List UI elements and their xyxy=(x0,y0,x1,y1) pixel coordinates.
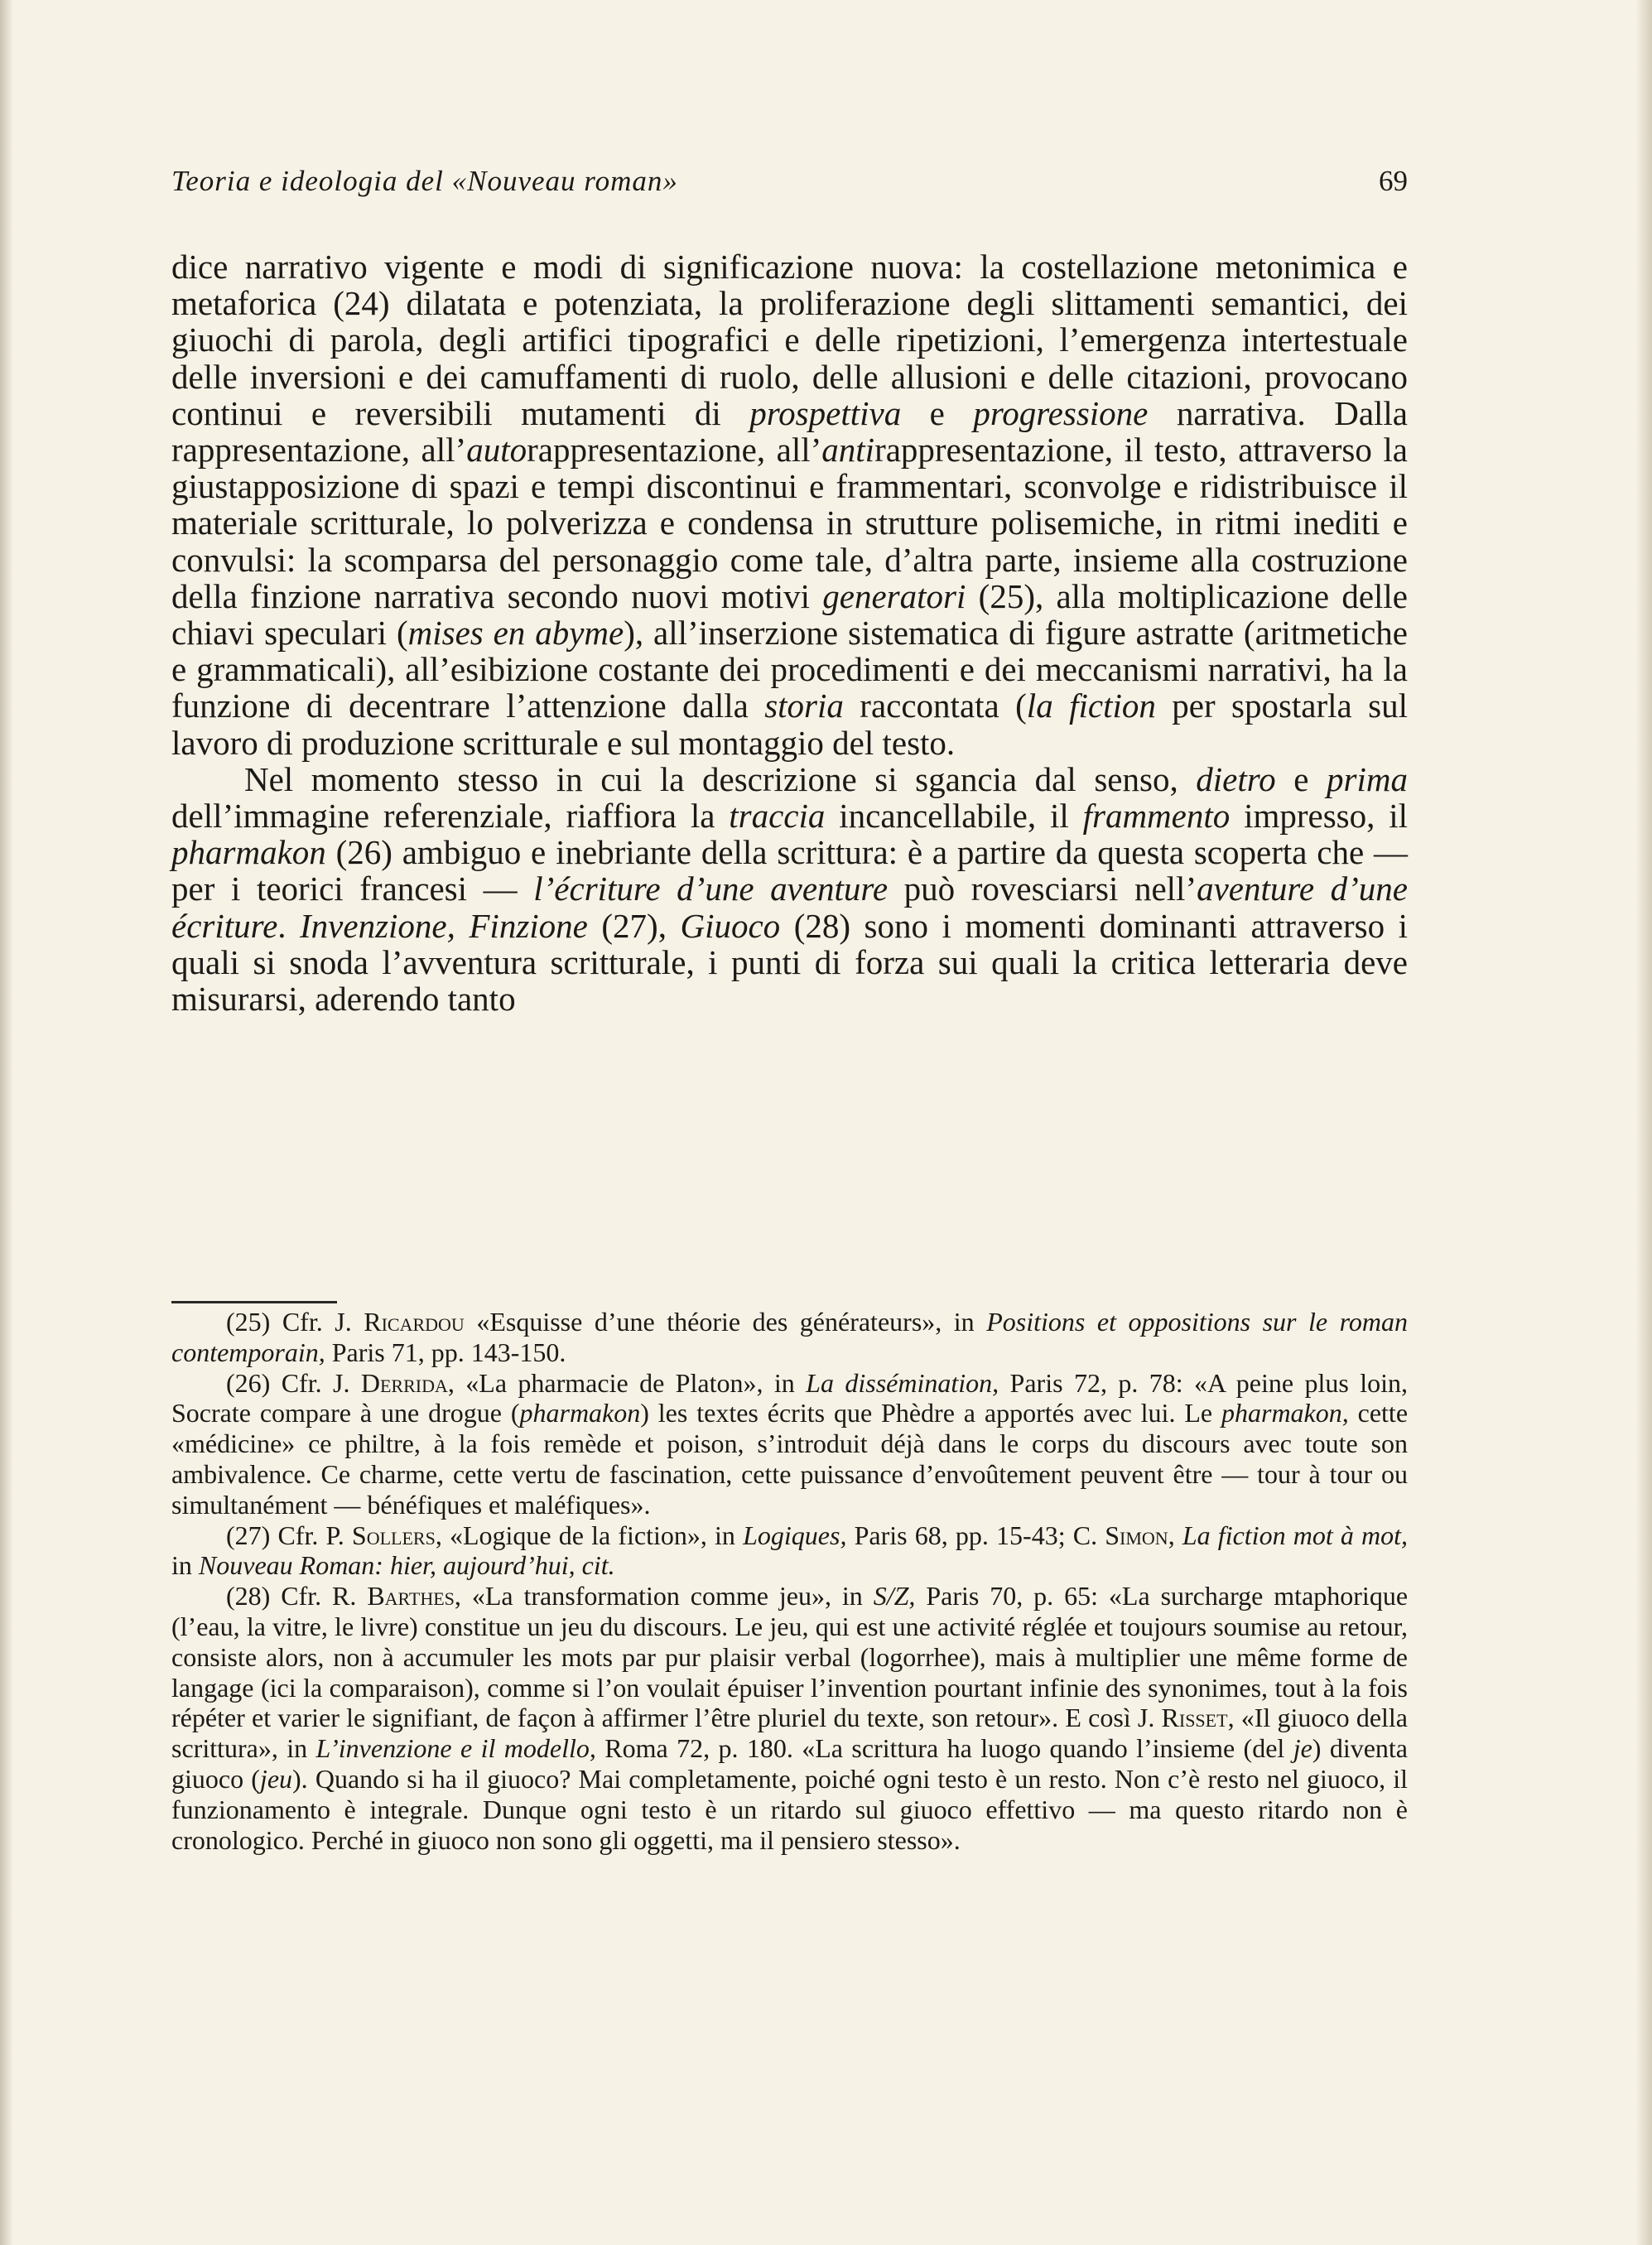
italic-run: La fiction mot à mot, xyxy=(1182,1520,1409,1550)
italic-run: prospettiva xyxy=(749,393,902,432)
italic-run: Positions et oppositions sur le roman contemporain, xyxy=(171,1307,1409,1367)
author-name: Ricardou xyxy=(364,1307,465,1337)
italic-run: progressione xyxy=(973,393,1149,432)
text-run: (26) ambiguo e inebriante della scrittura: è a partire da questa scoperta che — per i teorici francesi — xyxy=(171,833,1408,908)
author-name: Sollers xyxy=(351,1520,436,1550)
italic-run: prima xyxy=(1327,759,1408,798)
text-run: (28) Cfr. R. xyxy=(226,1581,368,1611)
italic-run: Giuoco xyxy=(680,906,781,945)
text-run: Nel momento stesso in cui la descrizione si sgancia dal senso, xyxy=(244,759,1197,798)
italic-run: mises en abyme xyxy=(407,614,624,653)
text-run: per spostarla sul lavoro di produzione scritturale e sul montaggio del testo. xyxy=(171,687,1408,762)
text-run: Paris 71, pp. 143-150. xyxy=(325,1337,566,1367)
text-run: e xyxy=(901,393,974,432)
italic-run: anti xyxy=(821,431,875,470)
text-run: narrativa. Dalla rappresentazione, all’ xyxy=(171,393,1408,470)
scan-edge-left xyxy=(0,0,13,2245)
text-run: rappresentazione, all’ xyxy=(527,431,822,470)
text-run: , «La pharmacie de Platon», in xyxy=(447,1367,807,1398)
author-name: Risset xyxy=(1161,1703,1228,1733)
author-name: Derrida xyxy=(360,1367,448,1398)
text-run: dice narrativo vigente e modi di significazione nuova: la costellazione metonimica e metaforica (24) dilatata e potenziata, la proliferazione degli slittamenti semantici, dei giuochi di parola, degli artifici tipografici e delle ripetizioni, l’emergenza intertestuale delle inversioni e dei camuffamenti di ruolo, delle allusioni e delle citazioni, provocano continui e reversibili mutamenti di xyxy=(171,248,1408,432)
text-run: «Esquisse d’une théorie des générateurs», in xyxy=(464,1307,987,1337)
footnote-26 xyxy=(171,1368,1408,1520)
text-run: , «Logique de la fiction», in xyxy=(435,1520,744,1550)
italic-run: frammento xyxy=(1082,797,1231,836)
text-run: , «La transformation comme jeu», in xyxy=(454,1581,874,1611)
text-run: Paris 70, p. 65: «La surcharge mtaphorique (l’eau, la vitre, le livre) constitue un jeu du discours. Le jeu, qui est une activité réglée et toujours soumise au retour, consiste alors, non à accumuler les mots par pur plaisir verbal (logorrhee), mais à multiplier une même forme de langage (ici la comparaison), comme si l’on voulait épuiser l’invention pourtant infinie des synonimes, tout à la fois répéter et varier le signifiant, de façon à affirmer l’être pluriel du texte, son retour». E così J. xyxy=(171,1581,1409,1733)
text-run: ) diventa giuoco ( xyxy=(171,1733,1409,1794)
text-run: Paris 68, pp. 15-43; C. xyxy=(846,1520,1105,1550)
italic-run: jeu xyxy=(259,1763,293,1794)
text-run: rappresentazione, il testo, attraverso la giustapposizione di spazi e tempi discontinui e frammentari, sconvolge e ridistribuisce il materiale scritturale, lo polverizza e condensa in strutture polisemiche, in ritmi inediti e convulsi: la scomparsa del personaggio come tale, d’altra parte, insieme alla costruzione della finzione narrativa secondo nuovi motivi xyxy=(171,431,1408,615)
text-run: può rovesciarsi nell’ xyxy=(888,870,1197,908)
footnote-separator-rule xyxy=(171,1301,337,1303)
italic-run: traccia xyxy=(729,797,826,836)
text-run: incancellabile, il xyxy=(825,797,1083,836)
italic-run: storia xyxy=(764,687,844,725)
italic-run: S/Z, xyxy=(873,1581,916,1611)
text-run: impresso, il xyxy=(1230,797,1408,836)
text-run: ). Quando si ha il giuoco? Mai completamente, poiché ogni testo è un resto. Non c’è resto nel giuoco, il funzionamento è integrale. Dunque ogni testo è un ritardo sul giuoco effettivo — ma questo ritardo non è cronologico. Perché in giuoco non sono gli oggetti, ma il pensiero stesso». xyxy=(171,1763,1409,1855)
italic-run: pharmakon xyxy=(519,1398,641,1428)
text-run: , xyxy=(1168,1520,1182,1550)
italic-run: L’invenzione e il modello, xyxy=(315,1733,596,1764)
text-run: e xyxy=(1275,759,1327,798)
italic-run: dietro xyxy=(1196,759,1276,798)
text-run: Roma 72, p. 180. «La scrittura ha luogo quando l’insieme (del xyxy=(595,1733,1293,1764)
text-run: ), all’inserzione sistematica di figure astratte (aritmetiche e grammaticali), all’esibizione costante dei procedimenti e dei meccanismi narrativi, ha la funzione di decentrare l’attenzione dalla xyxy=(171,614,1408,725)
text-run: cette «médicine» ce philtre, à la fois remède et poison, s’introduit déjà dans le corps du discours avec toute son ambivalence. Ce charme, cette vertu de fascination, cette puissance d’envoûtement peuvent être — tour à tour ou simultanément — bénéfiques et maléfiques». xyxy=(171,1398,1409,1520)
footnote-25 xyxy=(171,1307,1408,1368)
author-name: Barthes xyxy=(367,1581,455,1611)
text-run: Paris 72, p. 78: «A peine plus loin, Socrate compare à une drogue ( xyxy=(171,1367,1409,1428)
text-run: (25) Cfr. J. xyxy=(226,1307,364,1337)
footnote-28 xyxy=(171,1581,1408,1855)
body-paragraph-2 xyxy=(171,761,1408,1017)
text-run: ) les textes écrits que Phèdre a apportés avec lui. Le xyxy=(640,1398,1221,1428)
author-name: Simon xyxy=(1105,1520,1168,1550)
italic-run: l’écriture d’une aventure xyxy=(533,870,889,908)
italic-run: la fiction xyxy=(1026,687,1156,725)
italic-run: Invenzione, Finzione xyxy=(300,906,588,945)
text-run: raccontata ( xyxy=(843,687,1027,725)
text-run: in xyxy=(171,1550,199,1581)
footnotes xyxy=(171,1307,1408,1855)
text-run: . xyxy=(277,906,301,945)
text-run: (27), xyxy=(587,906,681,945)
running-head xyxy=(171,162,1408,200)
italic-run: Nouveau Roman: hier, aujourd’hui, cit. xyxy=(198,1550,615,1581)
body-text xyxy=(171,248,1408,1017)
text-run: , «Il giuoco della scrittura», in xyxy=(171,1703,1409,1764)
text-run: (27) Cfr. P. xyxy=(226,1520,352,1550)
scan-edge-right xyxy=(1635,0,1652,2245)
italic-run: aventure d’une écriture xyxy=(171,870,1408,945)
footnote-27 xyxy=(171,1520,1408,1582)
italic-run: La dissémination, xyxy=(806,1367,999,1398)
italic-run: auto xyxy=(466,431,527,470)
italic-run: pharmakon, xyxy=(1221,1398,1349,1428)
body-paragraph-1 xyxy=(171,248,1408,761)
italic-run: Logiques, xyxy=(743,1520,847,1550)
italic-run: generatori xyxy=(822,576,966,615)
running-head-title: Teoria e ideologia del «Nouveau roman» xyxy=(171,165,678,197)
text-run: (28) sono i momenti dominanti attraverso i quali si snoda l’avventura scritturale, i punti di forza sui quali la critica letteraria deve misurarsi, aderendo tanto xyxy=(171,906,1408,1019)
text-run: (26) Cfr. J. xyxy=(226,1367,361,1398)
italic-run: je xyxy=(1293,1733,1312,1764)
page-number: 69 xyxy=(1379,165,1408,197)
text-run: (25), alla moltiplicazione delle chiavi speculari ( xyxy=(171,576,1408,653)
italic-run: pharmakon xyxy=(171,833,326,872)
text-run: dell’immagine referenziale, riaffiora la xyxy=(171,797,730,836)
